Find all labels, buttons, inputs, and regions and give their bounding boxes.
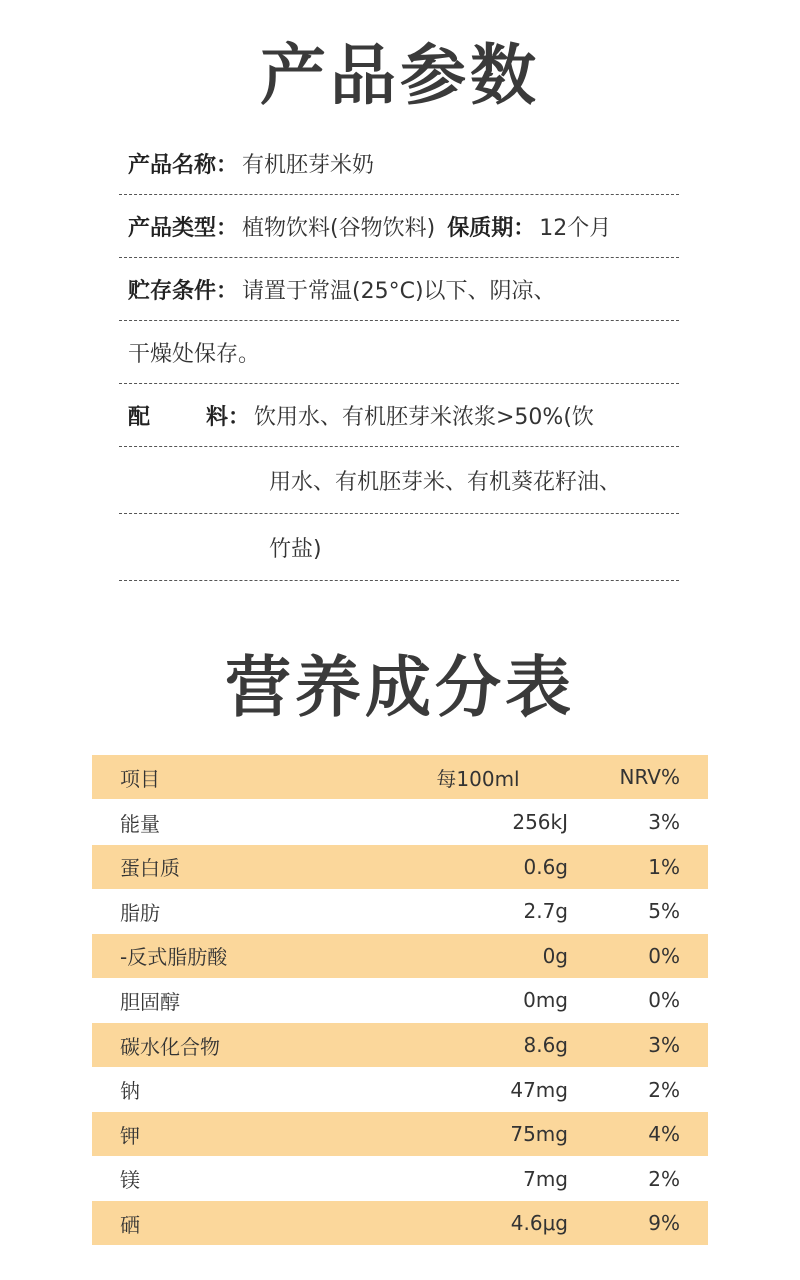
storage-label: 贮存条件： [128, 278, 239, 304]
table-row [92, 1157, 708, 1201]
nutrient-nrv: 1% [648, 854, 680, 879]
nutrient-name: 硒 [120, 1212, 140, 1237]
nutrient-per-100ml: 0.6g [523, 854, 568, 879]
ingredients-value-2: 用水、有机胚芽米、有机葵花籽油、 [269, 469, 622, 495]
table-row [92, 1201, 708, 1245]
nutrient-per-100ml: 0g [542, 943, 568, 968]
nutrient-name: 碳水化合物 [120, 1034, 220, 1059]
param-row-ingredients [119, 384, 679, 447]
nutrient-per-100ml: 75mg [510, 1122, 568, 1147]
nutrient-name: 能量 [120, 811, 160, 836]
type-value: 植物饮料(谷物饮料) [242, 215, 436, 241]
shelf-value: 12个月 [539, 215, 612, 241]
ingredients-value-3: 竹盐) [269, 536, 322, 562]
nutrient-nrv: 9% [648, 1211, 680, 1236]
header-item: 项目 [120, 766, 160, 791]
nutrient-per-100ml: 256kJ [512, 810, 568, 834]
table-row [92, 978, 708, 1022]
nutrient-nrv: 0% [648, 943, 680, 968]
param-row-storage-cont [119, 321, 679, 384]
ingredients-value-1: 饮用水、有机胚芽米浓浆>50%(饮 [254, 404, 594, 430]
nutrition-title: 营养成分表 [225, 649, 575, 726]
table-row [92, 889, 708, 933]
nutrient-name: 钠 [120, 1079, 140, 1104]
nutrient-name: 钾 [120, 1123, 140, 1148]
nutrient-name: 蛋白质 [120, 856, 180, 881]
table-row [92, 800, 708, 844]
type-label: 产品类型： [128, 215, 239, 241]
nutrient-nrv: 2% [648, 1077, 680, 1102]
name-value: 有机胚芽米奶 [242, 152, 375, 178]
nutrient-nrv: 5% [648, 899, 680, 924]
nutrient-per-100ml: 0mg [523, 988, 568, 1013]
param-row-storage [119, 258, 679, 321]
storage-value-1: 请置于常温(25°C)以下、阴凉、 [242, 278, 556, 304]
ingredients-label-b: 料： [206, 404, 251, 430]
nutrient-nrv: 3% [648, 1033, 680, 1057]
table-row [92, 845, 708, 889]
nutrient-name: 镁 [120, 1168, 140, 1193]
nutrient-per-100ml: 7mg [523, 1166, 568, 1191]
nutrient-per-100ml: 47mg [510, 1077, 568, 1102]
header-nrv: NRV% [619, 765, 680, 789]
params-title: 产品参数 [260, 37, 540, 114]
nutrient-nrv: 4% [648, 1122, 680, 1147]
param-row-type [119, 195, 679, 258]
table-row [92, 934, 708, 978]
param-row-name [119, 132, 679, 195]
nutrient-nrv: 3% [648, 810, 680, 834]
ingredients-label-a: 配 [128, 404, 151, 430]
nutrient-name: 胆固醇 [120, 989, 180, 1014]
table-row [92, 1068, 708, 1112]
shelf-label: 保质期： [447, 215, 536, 241]
nutrient-per-100ml: 4.6μg [510, 1211, 568, 1236]
table-row [92, 1112, 708, 1156]
table-row [92, 1023, 708, 1067]
nutrition-header-row [92, 755, 708, 799]
param-row-ingredients-cont-1 [119, 447, 679, 514]
nutrient-name: -反式脂肪酸 [120, 945, 228, 970]
param-row-ingredients-cont-2 [119, 514, 679, 581]
nutrient-per-100ml: 8.6g [523, 1033, 568, 1057]
ingredients-label [128, 400, 250, 431]
nutrient-nrv: 0% [648, 988, 680, 1013]
nutrient-nrv: 2% [648, 1166, 680, 1191]
name-label: 产品名称： [128, 152, 239, 178]
storage-value-2: 干燥处保存。 [128, 341, 261, 367]
nutrient-per-100ml: 2.7g [523, 899, 568, 924]
header-per: 每100ml [436, 766, 520, 791]
nutrient-name: 脂肪 [120, 900, 160, 925]
